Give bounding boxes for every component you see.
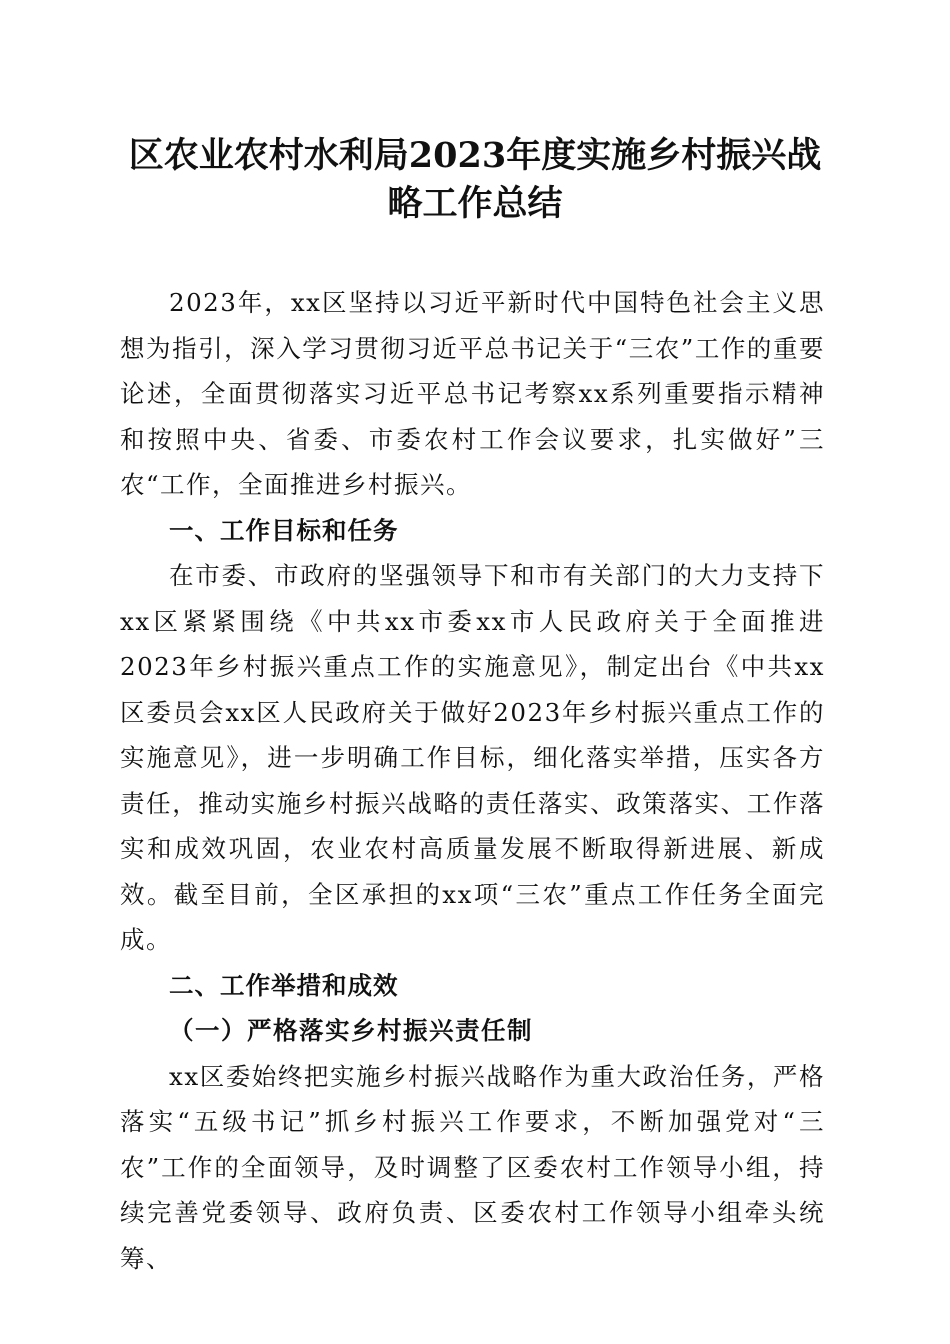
title-line-1: 区农业农村水利局2023年度实施乡村振兴战 (128, 135, 822, 176)
intro-paragraph: 2023年，xx区坚持以习近平新时代中国特色社会主义思想为指引，深入学习贯彻习近平总书记关于“三农”工作的重要论述，全面贯彻落实习近平总书记考察xx系列重要指示精神和按照中央、省委、市委农村工作会议要求，扎实做好”三农“工作，全面推进乡村振兴。 (120, 288, 825, 499)
section-2-subheading: （一）严格落实乡村振兴责任制 (169, 1016, 533, 1045)
section-2-heading: 二、工作举措和成效 (169, 970, 399, 1000)
section-2-paragraph: xx区委始终把实施乡村振兴战略作为重大政治任务，严格落实“五级书记”抓乡村振兴工作要求，不断加强党对“三农”工作的全面领导，及时调整了区委农村工作领导小组，持续完善党委领导、政府负责、区委农村工作领导小组牵头统筹、 (120, 1061, 825, 1273)
section-1-heading: 一、工作目标和任务 (169, 515, 399, 545)
document-title (120, 132, 830, 228)
title-line-2: 略工作总结 (387, 183, 563, 224)
document-body (120, 280, 825, 1281)
section-1-paragraph: 在市委、市政府的坚强领导下和市有关部门的大力支持下xx区紧紧围绕《中共xx市委xx市人民政府关于全面推进2023年乡村振兴重点工作的实施意见》，制定出台《中共xx区委员会xx区人民政府关于做好2023年乡村振兴重点工作的实施意见》，进一步明确工作目标，细化落实举措，压实各方责任，推动实施乡村振兴战略的责任落实、政策落实、工作落实和成效巩固，农业农村高质量发展不断取得新进展、新成效。截至目前，全区承担的xx项“三农”重点工作任务全面完成。 (120, 561, 825, 954)
